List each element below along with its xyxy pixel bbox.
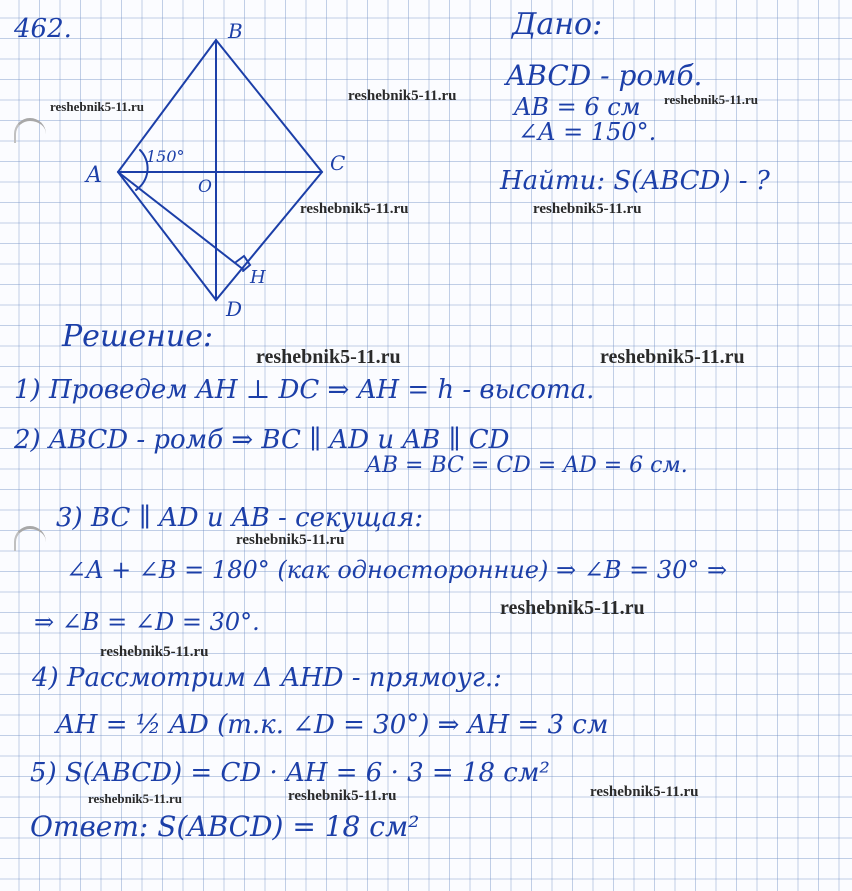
- solution-step-3-line-2: ∠A + ∠B = 180° (как односторонние) ⇒ ∠B = 30° ⇒: [66, 556, 728, 584]
- find-line: Найти: S(ABCD) - ?: [500, 166, 770, 196]
- solution-step-3-line-3: ⇒ ∠B = ∠D = 30°.: [34, 608, 260, 636]
- watermark: reshebnik5-11.ru: [348, 88, 457, 104]
- watermark: reshebnik5-11.ru: [50, 99, 145, 114]
- watermark: reshebnik5-11.ru: [236, 532, 345, 548]
- given-line-2: AB = 6 см: [514, 93, 641, 121]
- solution-step-5: 5) S(ABCD) = CD · AH = 6 · 3 = 18 см²: [30, 758, 550, 788]
- center-o-label: O: [198, 177, 212, 197]
- watermark: reshebnik5-11.ru: [533, 201, 642, 217]
- watermark: reshebnik5-11.ru: [288, 788, 397, 804]
- watermark: reshebnik5-11.ru: [600, 346, 745, 368]
- answer-line: Ответ: S(ABCD) = 18 см²: [30, 810, 420, 843]
- watermark: reshebnik5-11.ru: [500, 597, 645, 619]
- solution-step-1: 1) Проведем AH ⊥ DC ⇒ AH = h - высота.: [14, 375, 595, 405]
- problem-number: 462.: [14, 14, 72, 44]
- solution-step-2-line-2: AB = BC = CD = AD = 6 см.: [366, 453, 688, 478]
- given-line-1: ABCD - ромб.: [506, 59, 703, 92]
- solution-title: Решение:: [62, 319, 214, 354]
- solution-step-4-line-1: 4) Рассмотрим Δ AHD - прямоуг.:: [32, 663, 502, 693]
- vertex-d-label: D: [226, 297, 243, 321]
- vertex-a-label: A: [86, 163, 102, 188]
- given-title: Дано:: [512, 7, 603, 42]
- solution-step-3-line-1: 3) BC ∥ AD и AB - секущая:: [56, 503, 424, 533]
- vertex-c-label: C: [330, 151, 346, 175]
- watermark: reshebnik5-11.ru: [100, 644, 209, 660]
- watermark: reshebnik5-11.ru: [590, 784, 699, 800]
- angle-a-label: 150°: [146, 147, 185, 166]
- solution-step-2-line-1: 2) ABCD - ромб ⇒ BC ∥ AD и AB ∥ CD: [14, 425, 510, 455]
- watermark: reshebnik5-11.ru: [664, 92, 759, 107]
- watermark: reshebnik5-11.ru: [300, 201, 409, 217]
- watermark: reshebnik5-11.ru: [88, 791, 183, 806]
- solution-step-4-line-2: AH = ½ AD (т.к. ∠D = 30°) ⇒ AH = 3 см: [56, 710, 609, 740]
- vertex-b-label: B: [228, 19, 243, 43]
- watermark: reshebnik5-11.ru: [256, 346, 401, 368]
- rhombus-outline: [118, 40, 322, 300]
- foot-h-label: H: [250, 267, 266, 288]
- given-line-3: ∠A = 150°.: [518, 118, 657, 146]
